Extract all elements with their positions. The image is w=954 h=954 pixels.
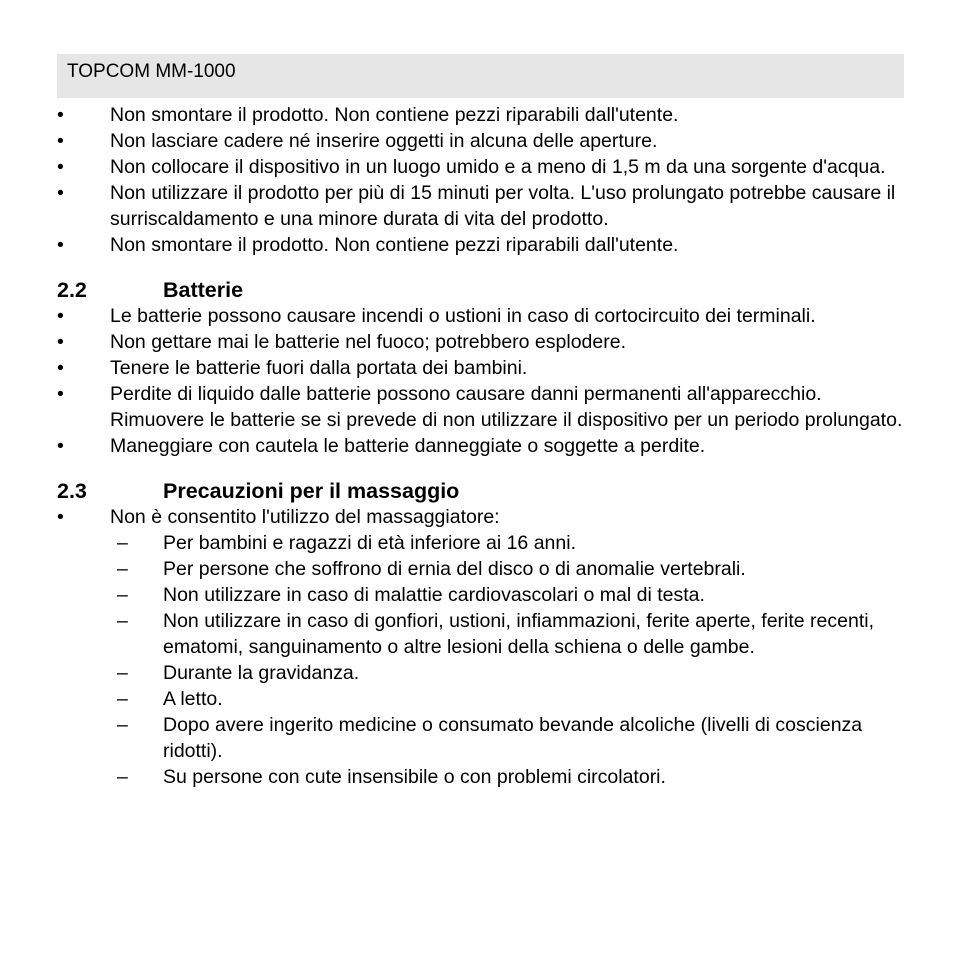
header-title: TOPCOM MM-1000: [67, 61, 236, 82]
sub-list-item: [57, 712, 907, 764]
sub-list-item-text: Non utilizzare in caso di gonfiori, ustioni, infiammazioni, ferite aperte, ferite recenti, ematomi, sanguinamento o altre lesioni della schiena o delle gambe.: [163, 610, 874, 658]
dash-marker: –: [117, 584, 128, 606]
section-title: Precauzioni per il massaggio: [163, 479, 460, 503]
sub-list-item-text: Durante la gravidanza.: [163, 662, 360, 684]
list-item: [57, 102, 907, 128]
list-item: [57, 128, 907, 154]
sub-list-item: [57, 686, 907, 712]
sub-list-item-text: A letto.: [163, 688, 223, 710]
bullet-marker: •: [57, 506, 64, 528]
bullet-marker: •: [57, 357, 64, 379]
section-number: 2.2: [57, 278, 87, 302]
sub-list-item: [57, 608, 907, 660]
list-item-text: Non collocare il dispositivo in un luogo umido e a meno di 1,5 m da una sorgente d'acqua.: [110, 156, 886, 178]
sub-list-item-text: Per bambini e ragazzi di età inferiore ai 16 anni.: [163, 532, 576, 554]
list-item-text: Non smontare il prodotto. Non contiene pezzi riparabili dall'utente.: [110, 234, 679, 256]
list-item-text: Non utilizzare il prodotto per più di 15 minuti per volta. L'uso prolungato potrebbe causare il surriscaldamento e una minore durata di vita del prodotto.: [110, 182, 896, 230]
list-item: [57, 303, 907, 329]
section-heading-batteries: [57, 277, 907, 303]
dash-marker: –: [117, 532, 128, 554]
list-item: [57, 504, 907, 530]
list-item-text: Non smontare il prodotto. Non contiene pezzi riparabili dall'utente.: [110, 104, 679, 126]
dash-marker: –: [117, 766, 128, 788]
list-item: [57, 355, 907, 381]
bullet-marker: •: [57, 305, 64, 327]
list-item: [57, 433, 907, 459]
list-item-text: Tenere le batterie fuori dalla portata dei bambini.: [110, 357, 528, 379]
dash-marker: –: [117, 714, 128, 736]
list-item-text: Non lasciare cadere né inserire oggetti in alcuna delle aperture.: [110, 130, 658, 152]
list-item: [57, 154, 907, 180]
massage-list: [57, 504, 907, 530]
sub-list-item-text: Per persone che soffrono di ernia del disco o di anomalie vertebrali.: [163, 558, 746, 580]
sub-list-item: [57, 582, 907, 608]
document-body: [57, 102, 907, 790]
list-item-text: Perdite di liquido dalle batterie possono causare danni permanenti all'apparecchio. Rimuovere le batterie se si prevede di non utilizzare il dispositivo per un periodo prolungato.: [110, 383, 903, 431]
general-safety-list: [57, 102, 907, 258]
page-header: [57, 54, 904, 98]
bullet-marker: •: [57, 130, 64, 152]
sub-list-item: [57, 660, 907, 686]
bullet-marker: •: [57, 104, 64, 126]
dash-marker: –: [117, 662, 128, 684]
list-item-text: Non è consentito l'utilizzo del massaggiatore:: [110, 506, 500, 528]
dash-marker: –: [117, 610, 128, 632]
list-item-text: Le batterie possono causare incendi o ustioni in caso di cortocircuito dei terminali.: [110, 305, 816, 327]
list-item: [57, 180, 907, 232]
bullet-marker: •: [57, 156, 64, 178]
massage-contraindications-list: [57, 530, 907, 790]
list-item: [57, 381, 907, 433]
list-item: [57, 232, 907, 258]
list-item-text: Maneggiare con cautela le batterie danneggiate o soggette a perdite.: [110, 435, 706, 457]
sub-list-item: [57, 764, 907, 790]
list-item-text: Non gettare mai le batterie nel fuoco; potrebbero esplodere.: [110, 331, 626, 353]
bullet-marker: •: [57, 383, 64, 405]
bullet-marker: •: [57, 182, 64, 204]
list-item: [57, 329, 907, 355]
sub-list-item-text: Non utilizzare in caso di malattie cardiovascolari o mal di testa.: [163, 584, 705, 606]
bullet-marker: •: [57, 331, 64, 353]
bullet-marker: •: [57, 234, 64, 256]
batteries-list: [57, 303, 907, 459]
sub-list-item-text: Dopo avere ingerito medicine o consumato bevande alcoliche (livelli di coscienza ridotti).: [163, 714, 863, 762]
sub-list-item: [57, 530, 907, 556]
sub-list-item: [57, 556, 907, 582]
dash-marker: –: [117, 558, 128, 580]
dash-marker: –: [117, 688, 128, 710]
section-number: 2.3: [57, 479, 87, 503]
bullet-marker: •: [57, 435, 64, 457]
section-title: Batterie: [163, 278, 244, 302]
sub-list-item-text: Su persone con cute insensibile o con problemi circolatori.: [163, 766, 666, 788]
section-heading-massage: [57, 478, 907, 504]
